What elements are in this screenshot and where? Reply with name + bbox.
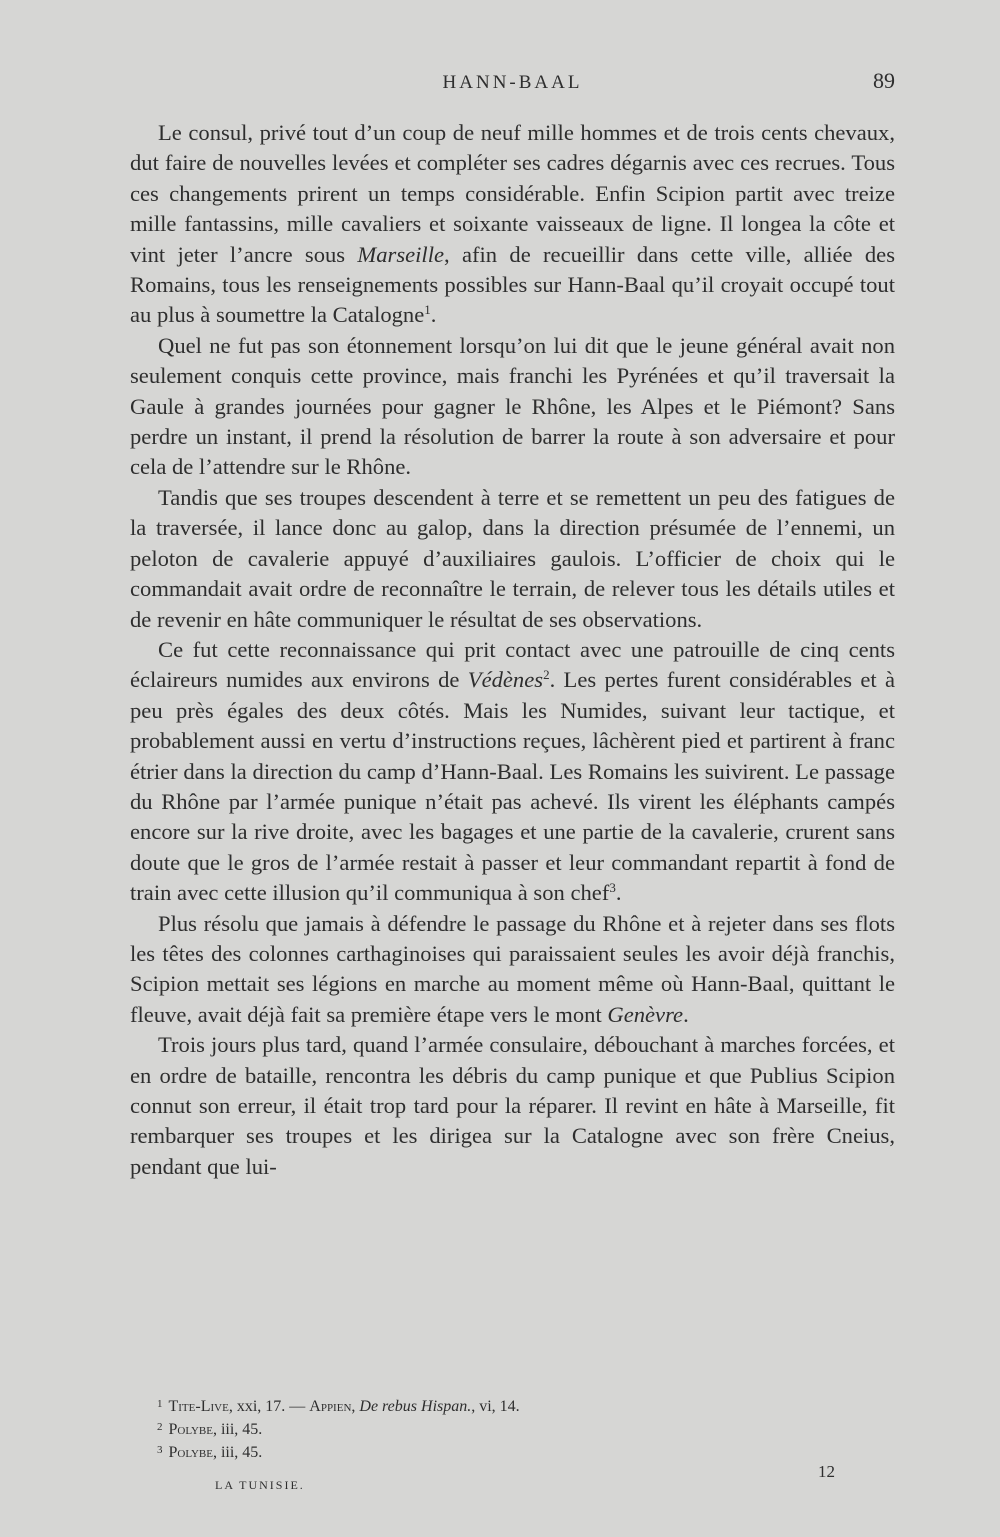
paragraph xyxy=(130,118,895,331)
footnote-mark: 3 xyxy=(157,1444,163,1456)
footnote xyxy=(157,1417,857,1440)
text-segment: Plus résolu que jamais à défendre le passage du Rhône et à rejeter dans ses flots les têtes des colonnes carthaginoises qui paraissaient seules les avoir déjà franchis, Scipion mettait ses légions en marche au moment même où Hann-Baal, quittant le fleuve, avait déjà fait sa première étape vers le mont xyxy=(130,910,895,1027)
text-segment: Védènes xyxy=(467,667,544,693)
text-segment: Polybe xyxy=(168,1421,213,1438)
footnote-ref: 2 xyxy=(543,667,550,683)
text-segment: De rebus Hispan. xyxy=(359,1398,472,1415)
text-segment: . xyxy=(430,302,437,328)
text-segment: Appien xyxy=(309,1398,352,1415)
footnote xyxy=(157,1440,857,1463)
text-segment: , afin de recueillir dans cette ville, alliée des Romains, tous les renseignements possibles sur Hann-Baal qu’il croyait occupé tout au plus à soumettre la Catalogne xyxy=(130,241,895,328)
footnote-mark: 2 xyxy=(157,1421,163,1433)
footnote-mark: 1 xyxy=(157,1398,163,1410)
footnotes xyxy=(157,1394,857,1463)
running-title: HANN-BAAL xyxy=(442,72,583,93)
paragraph xyxy=(130,331,895,483)
text-segment: Quel ne fut pas son étonnement lorsqu’on lui dit que le jeune général avait non seulement conquis cette province, mais franchi les Pyrénées et qu’il traversait la Gaule à grandes journées pour gagner le Rhône, les Alpes et le Piémont? Sans perdre un instant, il prend la résolution de barrer la route à son adversaire et pour cela de l’attendre sur le Rhône. xyxy=(130,332,895,480)
footnote xyxy=(157,1394,857,1417)
text-segment: Tandis que ses troupes descendent à terre et se remettent un peu des fatigues de la traversée, il lance donc au galop, dans la direction présumée de l’ennemi, un peloton de cavalerie appuyé d’auxiliaires gaulois. L’officier de choix qui le commandait avait ordre de reconnaître le terrain, de relever tous les détails utiles et de revenir en hâte communiquer le résultat de ses observations. xyxy=(130,484,895,632)
text-segment: , vi, 14. xyxy=(471,1398,520,1415)
page-number: 89 xyxy=(873,68,895,93)
text-segment: Genèvre xyxy=(607,1001,684,1027)
text-segment: . xyxy=(615,880,622,906)
paragraph xyxy=(130,483,895,635)
text-segment: Polybe xyxy=(168,1444,213,1461)
paragraph xyxy=(130,1030,895,1182)
text-segment: , iii, 45. xyxy=(212,1421,263,1438)
page-header xyxy=(130,68,895,102)
text-segment: . Les pertes furent considérables et à peu près égales des deux côtés. Mais les Numides, suivant leur tactique, et probablement aussi en vertu d’instructions reçues, lâchèrent pied et partirent à franc étrier dans la direction du camp d’Hann-Baal. Les Romains les suivirent. Le passage du Rhône par l’armée punique n’était pas achevé. Ils virent les éléphants campés encore sur la rive droite, avec les bagages et une partie de la cavalerie, crurent sans doute que le gros de l’armée restait à passer et leur commandant repartit à fond de train avec cette illusion qu’il communiqua à son chef xyxy=(130,667,895,906)
body-text xyxy=(130,118,895,1182)
footnote-ref: 1 xyxy=(424,302,431,318)
text-segment: , xyxy=(351,1398,360,1415)
signature-number: 12 xyxy=(818,1462,835,1481)
text-segment: Tite-Live xyxy=(168,1398,229,1415)
paragraph xyxy=(130,635,895,909)
text-segment: Marseille xyxy=(357,241,444,267)
text-segment: Le consul, privé tout d’un coup de neuf mille hommes et de trois cents chevaux, dut faire de nouvelles levées et compléter ses cadres dégarnis avec ces recrues. Tous ces changements prirent un temps considérable. Enfin Scipion partit avec treize mille fantassins, mille cavaliers et soixante vaisseaux de ligne. Il longea la côte et vint jeter l’ancre sous xyxy=(130,120,895,267)
text-segment: Trois jours plus tard, quand l’armée consulaire, débouchant à marches forcées, et en ordre de bataille, rencontra les débris du camp punique et que Publius Scipion connut son erreur, il était trop tard pour la réparer. Il revint en hâte à Marseille, fit rembarquer ses troupes et les dirigea sur la Catalogne avec son frère Cneius, pendant que lui- xyxy=(130,1032,895,1179)
text-segment: . xyxy=(683,1001,689,1027)
footnote-ref: 3 xyxy=(609,880,616,896)
printer-signature: LA TUNISIE. xyxy=(215,1478,305,1492)
text-segment: Ce fut cette reconnaissance qui prit contact avec une patrouille de cinq cents éclaireurs numides aux environs de xyxy=(130,636,895,693)
text-segment: , iii, 45. xyxy=(212,1444,263,1461)
paragraph xyxy=(130,909,895,1031)
text-segment: , xxi, 17. — xyxy=(228,1398,310,1415)
